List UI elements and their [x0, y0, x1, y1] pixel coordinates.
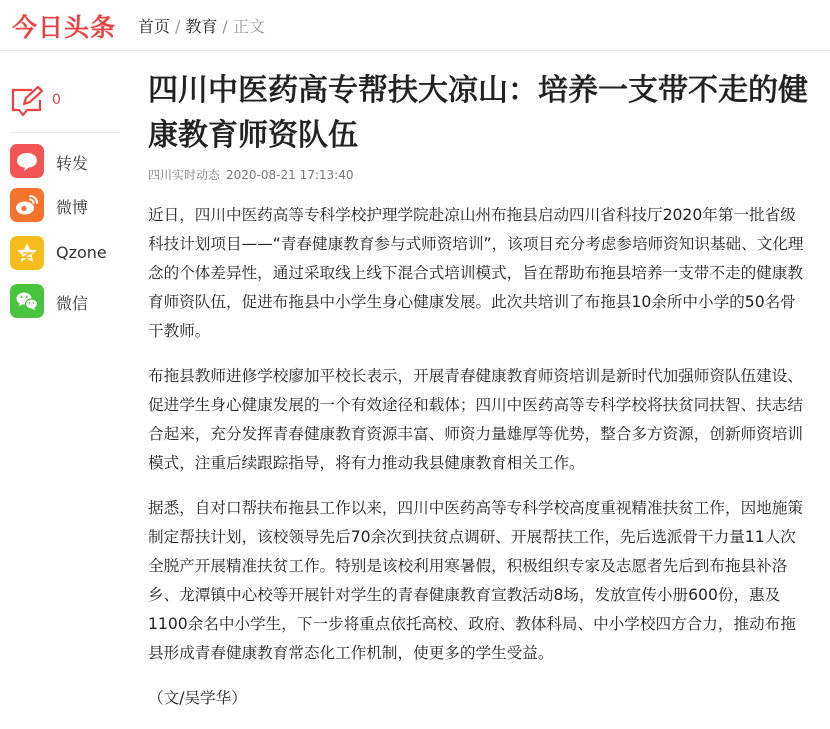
breadcrumb [138, 14, 265, 37]
article-signature: （文/吴学华） [148, 689, 247, 707]
share-sidebar [10, 86, 120, 313]
wechat-icon [10, 284, 44, 318]
comment-button[interactable] [10, 86, 120, 133]
article-paragraph: 布拖县教师进修学校廖加平校长表示，开展青春健康教育师资培训是新时代加强师资队伍建设、促进学生身心健康发展的一个有效途径和载体；四川中医药高等专科学校将扶贫同扶智、扶志结合起来，充分发挥青春健康教育资源丰富、师资力量雄厚等优势，整合多方资源，创新师资培训模式，注重后续跟踪指导，将有力推动我县健康教育相关工作。 [148, 367, 803, 472]
article-title: 四川中医药高专帮扶大凉山：培养一支带不走的健康教育师资队伍 [148, 73, 808, 153]
article-time: 2020-08-21 17:13:40 [226, 168, 354, 182]
article-source[interactable]: 四川实时动态 [148, 168, 221, 182]
share-label: Qzone [56, 243, 107, 262]
qzone-star-icon [10, 236, 44, 270]
breadcrumb-separator: / [222, 17, 228, 36]
toutiao-logo[interactable]: 今日头条 [12, 13, 117, 42]
share-label: 微信 [56, 294, 89, 313]
article [148, 68, 810, 729]
article-paragraph: 据悉，自对口帮扶布拖县工作以来，四川中医药高等专科学校高度重视精准扶贫工作，因地施策制定帮扶计划，该校领导先后70余次到扶贫点调研、开展帮扶工作，先后选派骨干力量11人次全脱产开展精准扶贫工作。特别是该校利用寒暑假，积极组织专家及志愿者先后到布拖县补洛乡、龙潭镇中心校等开展针对学生的青春健康教育宣教活动8场，发放宣传小册600份，惠及1100余名中小学生，下一步将重点依托高校、政府、教体科局、中小学校四方合力，推动布拖县形成青春健康教育常态化工作机制，使更多的学生受益。 [148, 499, 803, 662]
share-repost[interactable] [10, 144, 130, 178]
article-meta [148, 166, 810, 183]
share-label: 微博 [56, 198, 89, 217]
breadcrumb-current: 正文 [232, 17, 265, 36]
share-weibo[interactable] [10, 188, 130, 222]
comment-count: 0 [52, 92, 61, 108]
comment-edit-icon [10, 86, 44, 116]
article-body [148, 201, 810, 713]
weibo-icon [10, 188, 44, 222]
breadcrumb-separator: / [175, 17, 181, 36]
breadcrumb-education[interactable]: 教育 [185, 17, 218, 36]
repost-icon [10, 144, 44, 178]
top-bar [0, 0, 830, 51]
article-paragraph: 近日，四川中医药高等专科学校护理学院赴凉山州布拖县启动四川省科技厅2020年第一批省级科技计划项目——“青春健康教育参与式师资培训”，该项目充分考虑参培师资知识基础、文化理念的个体差异性，通过采取线上线下混合式培训模式，旨在帮助布拖县培养一支带不走的健康教育师资队伍，促进布拖县中小学生身心健康发展。此次共培训了布拖县10余所中小学的50名骨干教师。 [148, 206, 804, 340]
breadcrumb-home[interactable]: 首页 [138, 17, 171, 36]
share-label: 转发 [56, 154, 89, 173]
share-qzone[interactable] [10, 236, 130, 270]
share-wechat[interactable] [10, 284, 130, 318]
